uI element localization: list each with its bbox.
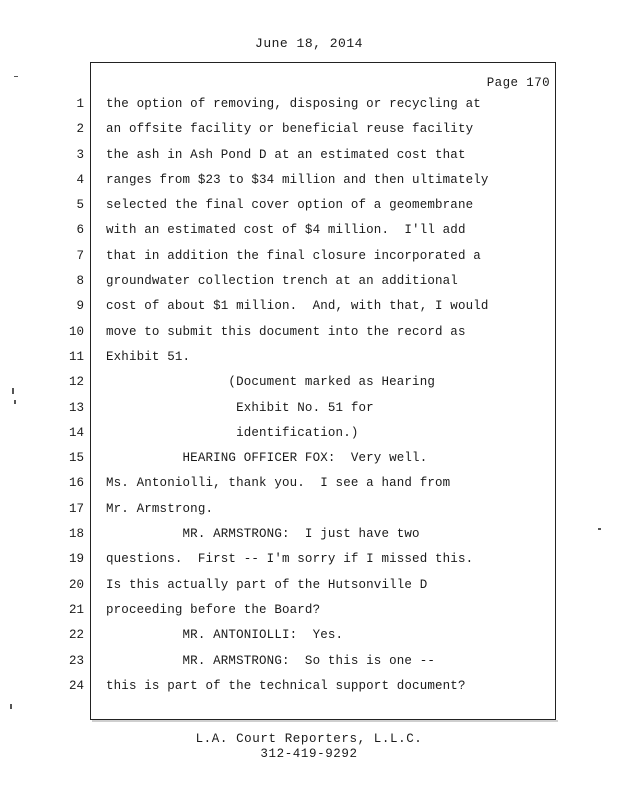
line-number: 24: [68, 678, 84, 693]
transcript-line: identification.): [106, 425, 359, 440]
line-number: 9: [76, 299, 84, 314]
line-number: 12: [68, 375, 84, 390]
line-number: 4: [76, 172, 84, 187]
scan-speck: [14, 76, 18, 77]
line-number: 5: [76, 198, 84, 213]
page-number: Page 170: [486, 76, 550, 90]
line-number: 2: [76, 122, 84, 137]
line-number: 21: [68, 602, 84, 617]
line-number: 19: [68, 552, 84, 567]
line-number: 8: [76, 274, 84, 289]
footer: [0, 732, 618, 762]
transcript-line: move to submit this document into the record as: [106, 324, 466, 339]
court-reporter-name: L.A. Court Reporters, L.L.C.: [195, 732, 423, 746]
transcript-line: proceeding before the Board?: [106, 602, 321, 617]
transcript-line: this is part of the technical support document?: [106, 678, 466, 693]
transcript-line: HEARING OFFICER FOX: Very well.: [106, 451, 428, 466]
court-reporter-phone: 312-419-9292: [260, 747, 358, 761]
line-number: 11: [68, 349, 84, 364]
line-number: 16: [68, 476, 84, 491]
transcript-line: cost of about $1 million. And, with that, I would: [106, 299, 489, 314]
transcript-line: groundwater collection trench at an additional: [106, 274, 458, 289]
line-number: 14: [68, 425, 84, 440]
page-frame-shadow: [92, 720, 558, 722]
line-number: 22: [68, 628, 84, 643]
line-number: 6: [76, 223, 84, 238]
transcript-line: MR. ARMSTRONG: I just have two: [106, 527, 420, 542]
transcript-line: Is this actually part of the Hutsonville D: [106, 577, 428, 592]
line-number: 15: [68, 451, 84, 466]
transcript-line: Exhibit No. 51 for: [106, 400, 374, 415]
transcript-line: the option of removing, disposing or recycling at: [106, 97, 481, 111]
transcript-line: with an estimated cost of $4 million. I'll add: [106, 223, 466, 238]
line-number: 10: [68, 324, 84, 339]
transcript-line: MR. ARMSTRONG: So this is one --: [106, 653, 436, 668]
line-number: 1: [76, 97, 84, 111]
transcript-line: selected the final cover option of a geomembrane: [106, 198, 474, 213]
transcript-line: that in addition the final closure incorporated a: [106, 248, 481, 263]
line-number: 23: [68, 653, 84, 668]
transcript-line: Mr. Armstrong.: [106, 501, 214, 516]
transcript-line: the ash in Ash Pond D at an estimated cost that: [106, 147, 466, 162]
line-number: 13: [68, 400, 84, 415]
line-number: 3: [76, 147, 84, 162]
transcript-line: (Document marked as Hearing: [106, 375, 436, 390]
scan-speck: [10, 704, 12, 709]
transcript-line: Exhibit 51.: [106, 349, 191, 364]
transcript-line: MR. ANTONIOLLI: Yes.: [106, 628, 344, 643]
transcript-date: June 18, 2014: [255, 36, 363, 51]
line-number: 20: [68, 577, 84, 592]
line-number: 7: [76, 248, 84, 263]
scan-speck: [12, 388, 14, 394]
line-number: 17: [68, 501, 84, 516]
scan-speck: [14, 400, 16, 404]
line-number: 18: [68, 527, 84, 542]
scan-speck: [598, 528, 601, 530]
transcript-line: ranges from $23 to $34 million and then ultimately: [106, 172, 489, 187]
line-number-column: [38, 92, 84, 699]
transcript-line: questions. First -- I'm sorry if I missed this.: [106, 552, 474, 567]
transcript-line: Ms. Antoniolli, thank you. I see a hand from: [106, 476, 451, 491]
transcript-line: an offsite facility or beneficial reuse facility: [106, 122, 474, 137]
transcript-body: [106, 92, 546, 699]
